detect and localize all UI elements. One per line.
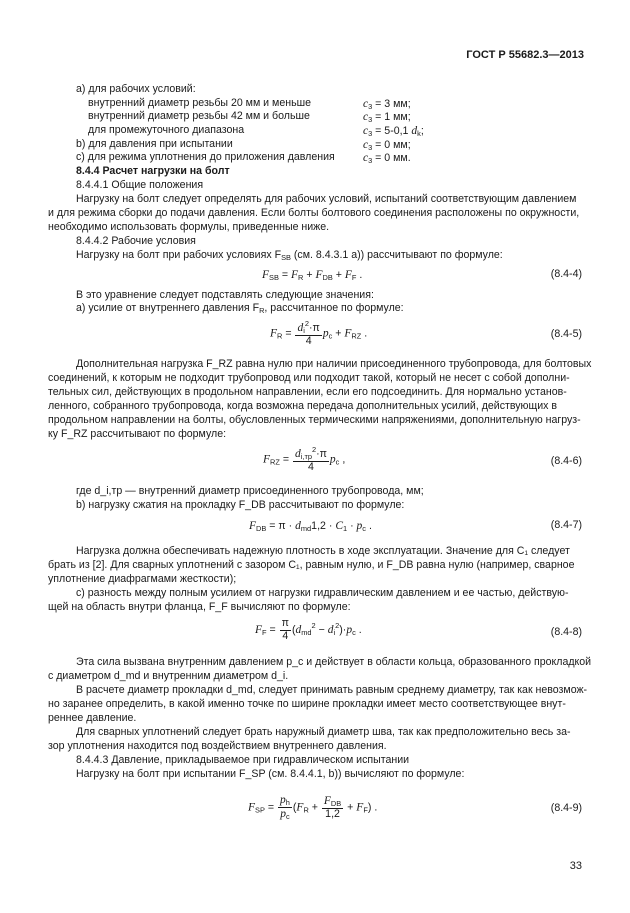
paragraph-10-line-2: с диаметром d_md и внутренним диаметром d_i. [48,670,289,682]
document-header: ГОСТ Р 55682.3—2013 [466,49,584,61]
paragraph-5-line-3: тельных сил, действующих в продольном направлении, если его подсоединить. Для нормально установ- [48,386,567,398]
paragraph-8-line-3: уплотнение диафрагмами жесткости); [48,573,237,585]
list-c-label: c) для режима уплотнения до приложения давления [76,151,335,163]
paragraph-12-line-1: Для сварных уплотнений следует брать наружный диаметр шва, так как предположительно весь за- [76,726,571,738]
list-c-value: $c_3 = 0$ мм. [363,152,411,165]
paragraph-7: b) нагрузку сжатия на прокладку F_DB рассчитывают по формуле: [76,499,405,511]
section-8-4-4-1: 8.4.4.1 Общие положения [76,179,204,191]
list-a-row-1-value: $c_3 = 3$ мм; [363,98,411,111]
section-8-4-4-3: 8.4.4.3 Давление, прикладываемое при гидравлическом испытании [76,754,410,766]
equation-number-8-4-5: (8.4-5) [550,328,582,340]
paragraph-5-line-6: ку F_RZ рассчитывают по формуле: [48,428,227,440]
equation-8-4-8: $F_F$ = $\frac{\pi}{4}$ $(d_{md}^2 - d_i^2)\cdot p_c$ . [255,617,362,642]
paragraph-8-line-2: брать из [2]. Для сварных уплотнений с зазором C₁, равным нулю, и F_DB равна нулю (например, сварное [48,559,575,571]
list-b-value: $c_3 = 0$ мм; [363,139,411,152]
paragraph-11-line-3: реннее давление. [48,712,137,724]
paragraph-1-line-1: Нагрузку на болт следует определять для рабочих условий, испытаний соответствующим давлением [76,193,577,205]
paragraph-2: Нагрузку на болт при рабочих условиях $F_{SB}$ (см. 8.4.3.1 а)) рассчитывают по формуле: [76,249,503,262]
paragraph-5-line-2: соединений, к которым не подходит трубопровод или подходит такой, который не несет с собой дополни- [48,372,570,384]
paragraph-9-line-1: c) разность между полным усилием от нагрузки гидравлическим давлением и ее частью, действую- [76,587,569,599]
equation-8-4-4: $F_{SB} = F_R + F_{DB} + F_F$ . [262,269,363,282]
equation-number-8-4-6: (8.4-6) [550,455,582,467]
paragraph-8-line-1: Нагрузка должна обеспечивать надежную плотность в ходе эксплуатации. Значение для C₁ следует [76,545,570,557]
paragraph-5-line-1: Дополнительная нагрузка F_RZ равна нулю при наличии присоединенного трубопровода, для болтовых [76,358,592,370]
section-8-4-4: 8.4.4 Расчет нагрузки на болт [76,165,230,177]
paragraph-4: а) усилие от внутреннего давления $F_R$, рассчитанное по формуле: [76,302,404,315]
list-a-title: a) для рабочих условий: [76,83,196,95]
paragraph-10-line-1: Эта сила вызвана внутренним давлением p_c и действует в области кольца, образованного прокладкой [76,656,592,668]
paragraph-1-line-2: и для режима сборки до подачи давления. Если болты болтового соединения расположены по окружности, [48,207,580,219]
paragraph-11-line-2: но заранее определить, в какой именно точке по ширине прокладки имеет место соответствующее внут- [48,698,566,710]
list-a-row-3-label: для промежуточного диапазона [88,124,245,136]
equation-8-4-7: $F_{DB} = \pi \cdot d_{md}1,2 \cdot C_1 \cdot p_c$ . [249,520,372,533]
page-number: 33 [569,860,582,872]
list-b-label: b) для давления при испытании [76,138,233,150]
paragraph-5-line-5: продольном направлении на болты, обусловленных термическими напряжениями, дополнительную нагруз- [48,414,581,426]
list-a-row-2-label: внутренний диаметр резьбы 42 мм и больше [88,110,310,122]
paragraph-9-line-2: щей на область внутри фланца, F_F вычисляют по формуле: [48,601,351,613]
equation-8-4-9: $F_{SP}$ = $\frac{p_h}{p_c}$ ($F_R$ + $\frac{F_{DB}}{1,2}$ + $F_F$) . [248,794,378,822]
section-8-4-4-2: 8.4.4.2 Рабочие условия [76,235,196,247]
list-a-row-1-label: внутренний диаметр резьбы 20 мм и меньше [88,97,311,109]
paragraph-5-line-4: ленного, собранного трубопровода, когда возможна передача дополнительных усилий, действующих в [48,400,557,412]
equation-8-4-6: $F_{RZ}$ = $\frac{d_{i,тр}^2\cdot\pi}{4}$ $p_c$ , [263,445,346,474]
paragraph-13: Нагрузку на болт при испытании F_SP (см. 8.4.4.1, b)) вычисляют по формуле: [76,768,465,780]
paragraph-11-line-1: В расчете диаметр прокладки d_md, следует принимать равным среднему диаметру, так как невозмож- [76,684,588,696]
list-a-row-3-value: $c_3 = 5-0,1$ $d_k$; [363,125,424,138]
paragraph-6: где d_i,тр — внутренний диаметр присоединенного трубопровода, мм; [76,485,424,497]
equation-number-8-4-9: (8.4-9) [550,802,582,814]
equation-8-4-5: $F_R$ = $\frac{d_i^2\cdot\pi}{4}$ $p_c + F_{RZ}$ . [270,319,368,348]
list-a-row-2-value: $c_3 = 1$ мм; [363,111,411,124]
paragraph-12-line-2: зор уплотнения находится под воздействием внутреннего давления. [48,740,387,752]
paragraph-3: В это уравнение следует подставлять следующие значения: [76,289,374,301]
equation-number-8-4-4: (8.4-4) [550,268,582,280]
equation-number-8-4-8: (8.4-8) [550,626,582,638]
equation-number-8-4-7: (8.4-7) [550,519,582,531]
paragraph-1-line-3: необходимо использовать формулы, приведенные ниже. [48,221,330,233]
